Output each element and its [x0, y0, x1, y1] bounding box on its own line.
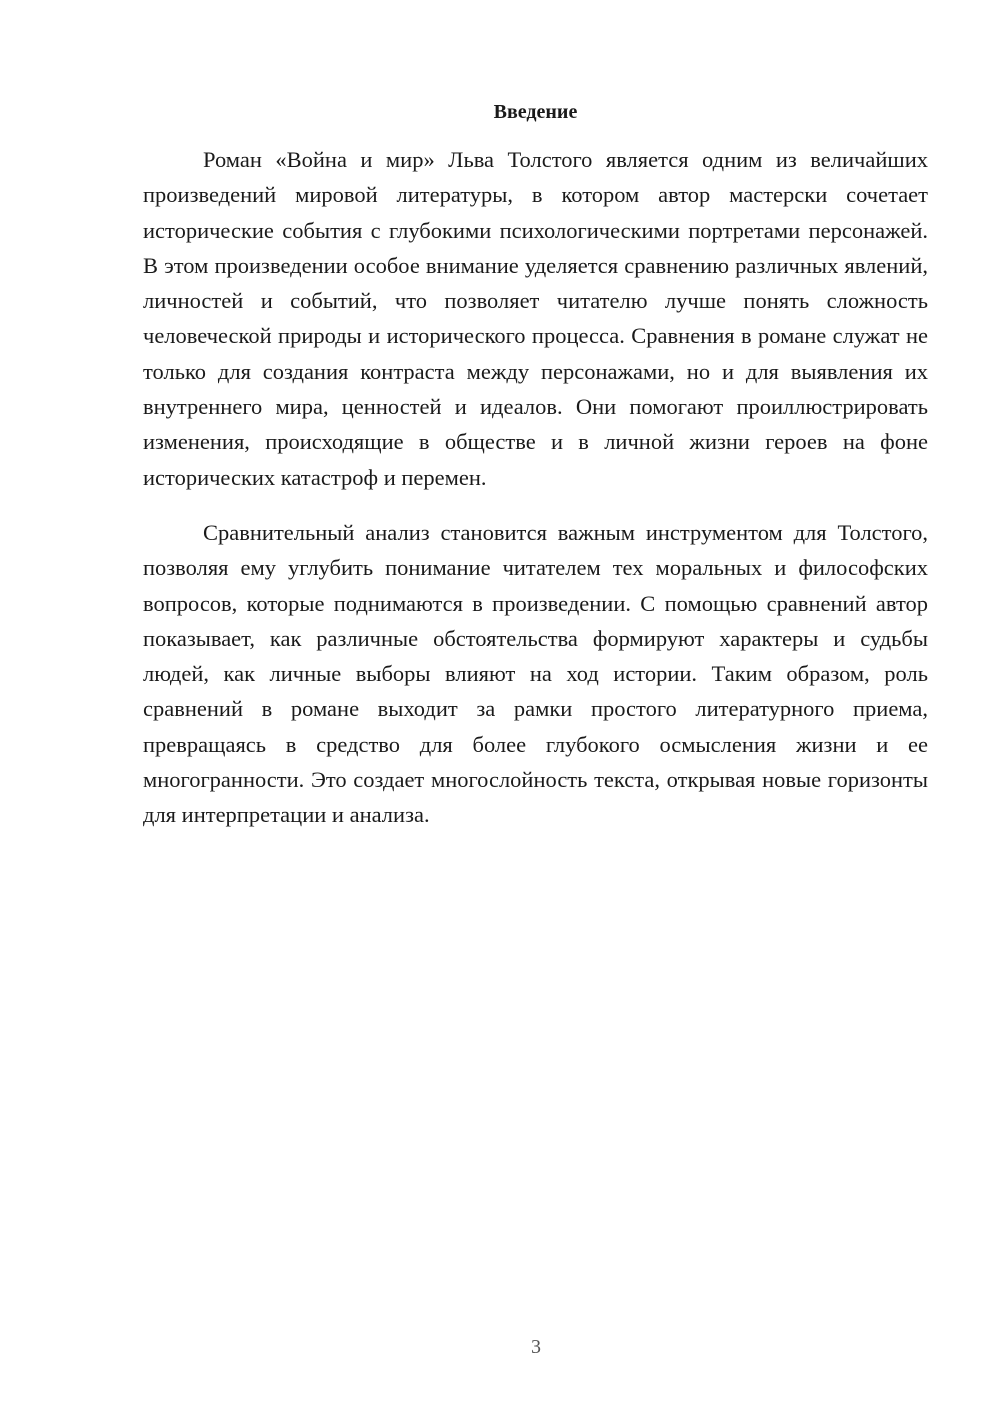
paragraph-1: Роман «Война и мир» Льва Толстого является одним из величайших произведений мировой литературы, в котором автор мастерски сочетает исторические события с глубокими психологическими портретами персонажей. В этом произведении особое внимание уделяется сравнению различных явлений, личностей и событий, что позволяет читателю лучше понять сложность человеческой природы и исторического процесса. Сравнения в романе служат не только для создания контраста между персонажами, но и для выявления их внутреннего мира, ценностей и идеалов. Они помогают проиллюстрировать изменения, происходящие в обществе и в личной жизни героев на фоне исторических катастроф и перемен. [143, 147, 928, 490]
section-heading: Введение [493, 101, 578, 123]
body-text [143, 142, 928, 833]
page-number: 3 [531, 1336, 541, 1358]
paragraph-2: Сравнительный анализ становится важным инструментом для Толстого, позволяя ему углубить понимание читателем тех моральных и философских вопросов, которые поднимаются в произведении. С помощью сравнений автор показывает, как различные обстоятельства формируют характеры и судьбы людей, как личные выборы влияют на ход истории. Таким образом, роль сравнений в романе выходит за рамки простого литературного приема, превращаясь в средство для более глубокого осмысления жизни и ее многогранности. Это создает многослойность текста, открывая новые горизонты для интерпретации и анализа. [143, 519, 928, 828]
